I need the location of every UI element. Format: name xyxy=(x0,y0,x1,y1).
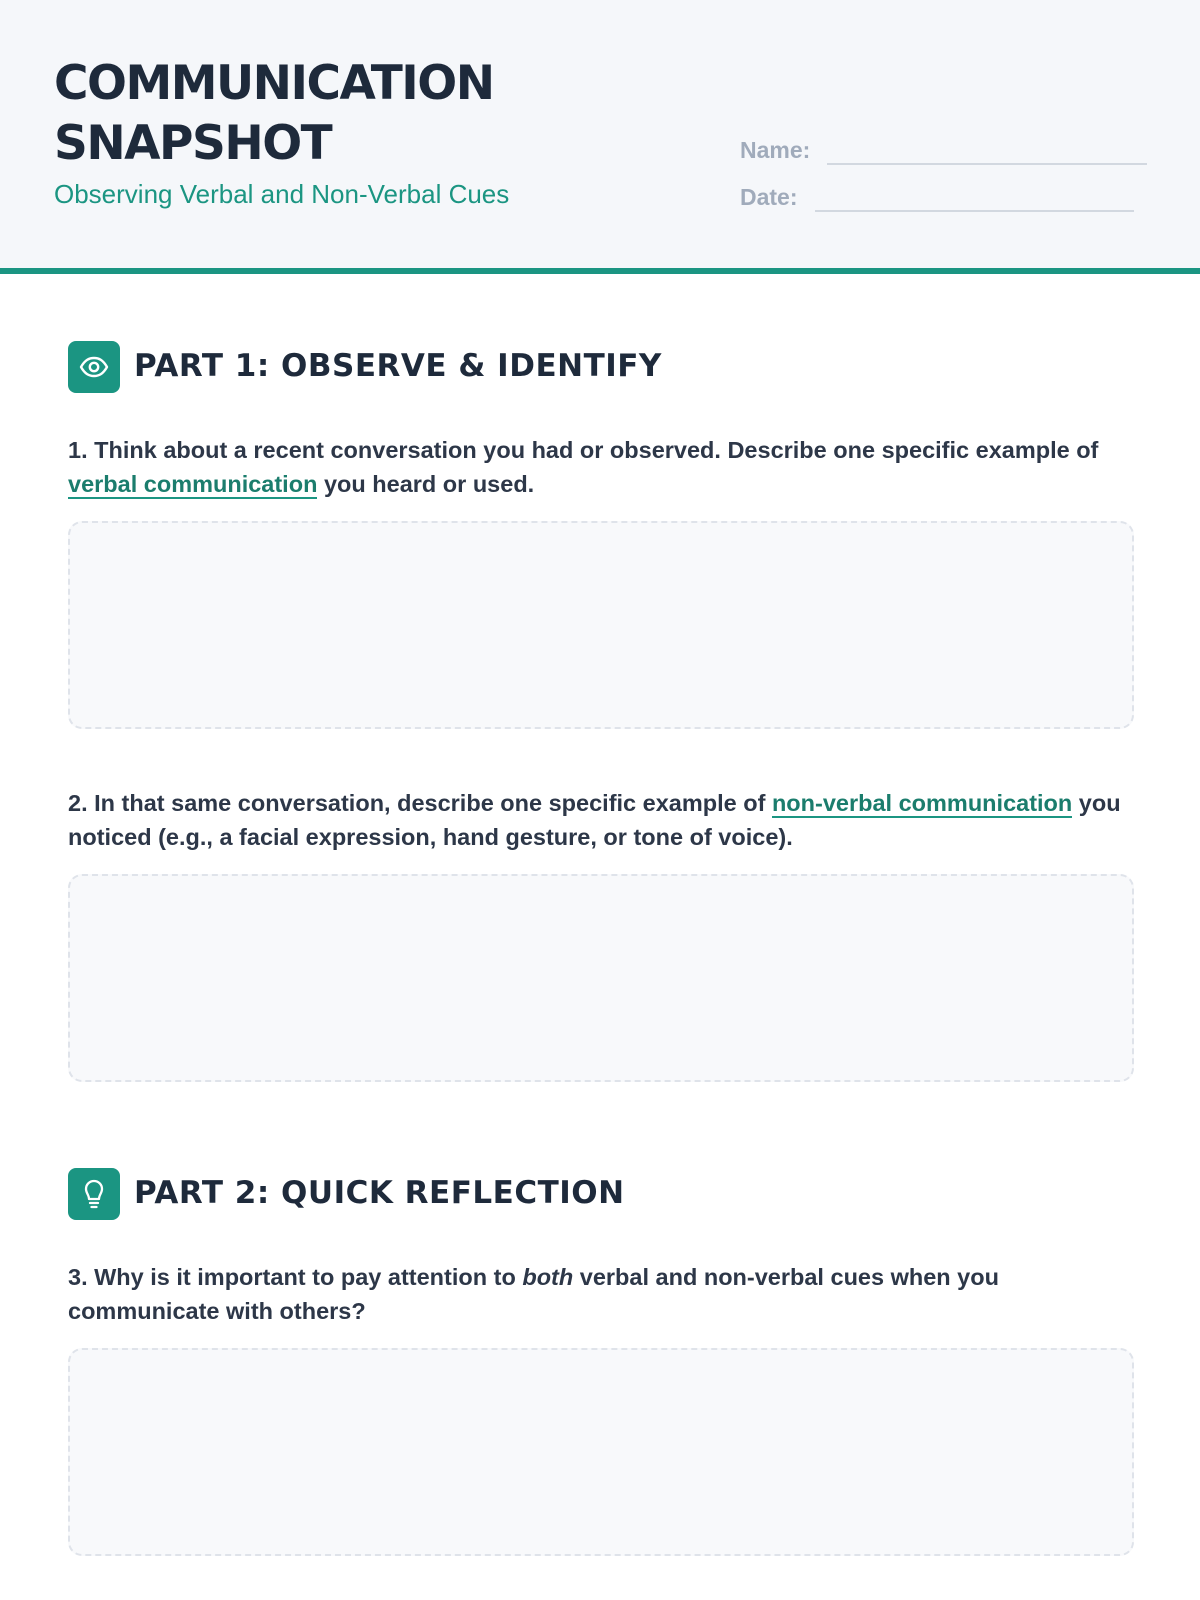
page-subtitle: Observing Verbal and Non-Verbal Cues xyxy=(54,179,510,209)
name-field[interactable] xyxy=(827,163,1147,165)
question-2-keyword: non-verbal communication xyxy=(771,790,1073,816)
answer-box-1[interactable] xyxy=(68,521,1134,729)
eye-icon xyxy=(68,341,120,393)
answer-box-2[interactable] xyxy=(68,874,1134,1082)
question-2-text-end: you noticed (e.g., a facial expression, hand gesture, or tone of voice). xyxy=(68,790,1121,850)
question-3 xyxy=(68,1260,1138,1328)
question-1-text-end: you heard or used. xyxy=(317,471,535,497)
question-3-emphasis: both xyxy=(522,1264,574,1290)
section-title-part-2: PART 2: QUICK REFLECTION xyxy=(134,1175,625,1211)
question-2 xyxy=(68,786,1138,854)
date-label: Date: xyxy=(740,184,798,210)
answer-box-3[interactable] xyxy=(68,1348,1134,1556)
question-3-text-end: verbal and non-verbal cues when you communicate with others? xyxy=(68,1264,999,1324)
lightbulb-icon xyxy=(68,1168,120,1220)
header-divider xyxy=(0,268,1200,274)
question-1 xyxy=(68,433,1138,501)
name-label: Name: xyxy=(740,137,811,163)
page-title-line-2: SNAPSHOT xyxy=(54,116,332,171)
section-title-part-1: PART 1: OBSERVE & IDENTIFY xyxy=(134,348,662,384)
question-2-text: 2. In that same conversation, describe one specific example of xyxy=(68,790,772,816)
date-field[interactable] xyxy=(815,210,1134,212)
question-1-keyword: verbal communication xyxy=(68,471,318,497)
question-3-text: 3. Why is it important to pay attention to xyxy=(68,1264,523,1290)
page-title-line-1: COMMUNICATION xyxy=(54,56,494,111)
worksheet-header xyxy=(0,0,1200,268)
question-1-text: 1. Think about a recent conversation you had or observed. Describe one specific example of xyxy=(68,437,1099,463)
